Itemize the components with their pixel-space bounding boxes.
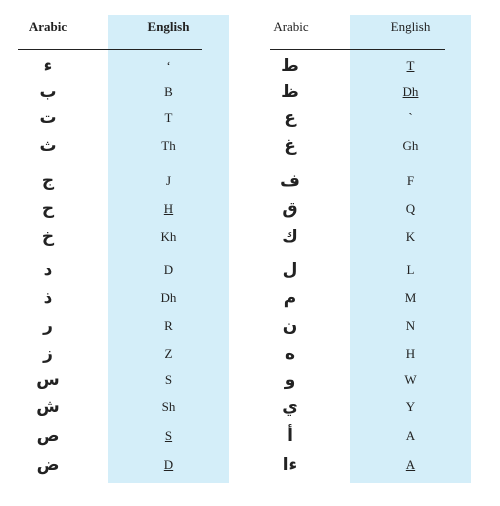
right-english-cell: A [405,457,416,472]
right-arabic-cell: و [284,370,296,390]
right-english-cell: H [405,346,416,361]
left-english-header: English [147,19,190,34]
right-arabic-cell: ق [282,199,298,219]
left-arabic-cell: ش [36,397,60,417]
left-arabic-cell: ء [43,56,53,76]
left-english-cell: D [163,457,174,472]
right-english-cell: A [405,428,416,443]
left-english-cell: D [163,262,174,277]
left-arabic-cell: خ [41,227,55,247]
right-arabic-cell: ط [281,56,299,76]
left-arabic-cell: ح [41,199,55,219]
left-arabic-cell: ز [43,344,53,364]
left-arabic-cell: ض [36,455,60,475]
right-english-cell: W [404,372,417,387]
right-arabic-cell: غ [284,136,296,156]
left-english-cell: R [164,318,173,333]
right-arabic-header: Arabic [273,19,309,34]
left-english-cell: S [164,372,173,387]
right-english-cell: Gh [402,138,419,153]
right-arabic-cell: ن [282,316,298,336]
right-english-cell: F [406,173,415,188]
left-arabic-cell: د [43,260,53,280]
left-english-cell: Z [164,346,173,361]
right-english-cell: L [406,262,415,277]
right-english-cell: K [405,229,416,244]
left-english-cell: S [164,428,173,443]
right-english-cell: T [406,58,415,73]
left-english-cell: Th [161,138,176,153]
right-english-cell: M [404,290,417,305]
right-arabic-cell: ك [282,227,298,247]
left-arabic-cell: ص [36,426,60,446]
left-english-cell: H [163,201,174,216]
left-english-cell: B [164,84,173,99]
right-arabic-cell: ل [282,260,298,280]
left-english-cell: J [165,173,172,188]
right-english-cell: Y [405,399,416,414]
left-arabic-cell: ث [39,136,57,156]
right-arabic-cell: أ [287,426,293,446]
right-arabic-cell: ف [280,171,300,191]
right-arabic-cell: ظ [281,82,299,102]
right-arabic-cell: ي [282,397,298,417]
left-english-cell: Sh [161,399,176,414]
right-english-header: English [390,19,431,34]
right-english-cell: ` [408,110,413,125]
right-arabic-cell: ع [284,108,296,128]
right-english-cell: Q [405,201,416,216]
left-english-cell: T [164,110,173,125]
right-english-cell: Dh [402,84,419,99]
left-english-cell: Dh [160,290,177,305]
right-arabic-cell: ه [284,344,296,364]
left-arabic-header: Arabic [28,19,68,34]
right-arabic-cell: ءا [282,455,298,475]
left-header-rule [18,49,202,50]
left-english-cell: Kh [160,229,177,244]
right-arabic-cell: م [283,288,297,308]
left-arabic-cell: س [36,370,60,390]
left-arabic-cell: ج [41,171,55,191]
right-english-cell: N [405,318,416,333]
right-header-rule [270,49,445,50]
left-english-cell: ‘ [166,58,171,73]
left-arabic-cell: ب [39,82,57,102]
left-arabic-cell: ت [39,108,57,128]
left-arabic-cell: ر [43,316,53,336]
left-arabic-cell: ذ [43,288,53,308]
